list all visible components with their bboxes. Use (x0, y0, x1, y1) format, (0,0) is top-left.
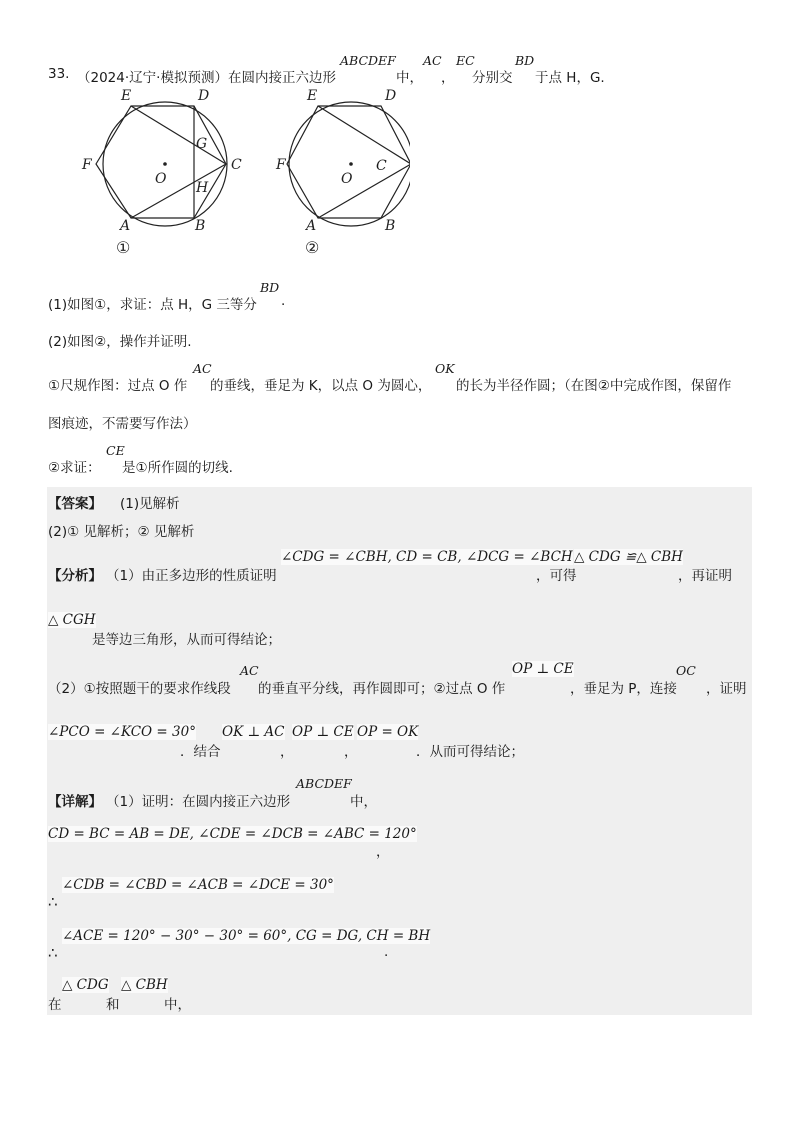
segment-ac: AC (423, 53, 442, 68)
detail-f: 和 (106, 997, 120, 1013)
analysis-m2: △ CDG ≌△ CBH (574, 549, 683, 565)
detail-d: . (384, 944, 389, 960)
part2-1-ok: OK (435, 361, 455, 376)
fig2-label-b: B (385, 218, 396, 234)
geometry-figures (40, 88, 410, 263)
analysis-f: 的垂直平分线，再作圆即可；②过点 O 作 (258, 681, 506, 697)
line-ac-1 (131, 164, 226, 218)
segment-ec: EC (456, 53, 475, 68)
question-number: 33. (48, 66, 70, 82)
analysis-c: ，再证明 (678, 568, 732, 584)
part2-text: (2)如图②，操作并证明. (48, 334, 192, 350)
fig2-label-d: D (385, 88, 397, 104)
analysis-g: ，垂足为 P，连接 (570, 681, 677, 697)
detail-a: （1）证明：在圆内接正六边形 (106, 794, 291, 810)
part2-2-a: ②求证： (48, 460, 101, 476)
part2-1-b: 的垂线，垂足为 K，以点 O 为圆心， (210, 378, 432, 394)
analysis-m9: OP ⊥ CE (292, 724, 354, 740)
part2-2-b: 是①所作圆的切线. (122, 460, 233, 476)
segment-bd: BD (515, 53, 535, 68)
part1-bd: BD (260, 280, 280, 295)
fig2-number: ② (305, 238, 320, 257)
question-source: （2024·辽宁·模拟预测）在圆内接正六边形 (77, 70, 336, 86)
fig1-label-c: C (231, 157, 242, 173)
detail-therefore-1: ∴ (48, 893, 58, 911)
detail-e: 在 (48, 997, 62, 1013)
detail-therefore-2: ∴ (48, 944, 58, 962)
detail-tag: 【详解】 (48, 794, 102, 810)
fig2-label-f: F (276, 157, 286, 173)
part2-1-ac: AC (193, 361, 212, 376)
fig1-label-d: D (198, 88, 210, 104)
fig1-number: ① (116, 238, 131, 257)
detail-c: ， (376, 844, 390, 860)
fig1-label-g: G (196, 136, 208, 152)
analysis-m5: OP ⊥ CE (512, 661, 574, 677)
detail-m5: △ CDG (62, 977, 109, 993)
part2-1-d: 图痕迹，不需要写作法） (48, 416, 197, 432)
detail-m6: △ CBH (121, 977, 168, 993)
analysis-b: ，可得 (536, 568, 577, 584)
detail-m2: CD = BC = AB = DE, ∠CDE = ∠DCB = ∠ABC = 120° (48, 826, 417, 842)
part2-1-c: 的长为半径作圆；（在图②中完成作图，保留作 (456, 378, 732, 394)
question-comma: ， (441, 70, 455, 86)
detail-m4: ∠ACE = 120° − 30° − 30° = 60°, CG = DG, CH = BH (62, 928, 431, 944)
center-dot-1 (163, 162, 167, 166)
hexagon-name: ABCDEF (340, 53, 396, 68)
part2-2-ce: CE (106, 443, 125, 458)
fig1-label-e: E (121, 88, 132, 104)
fig2-label-a: A (306, 218, 317, 234)
analysis-m3: △ CGH (48, 612, 96, 628)
analysis-m8: OK ⊥ AC (222, 724, 285, 740)
fig2-label-e: E (307, 88, 318, 104)
analysis-d: 是等边三角形，从而可得结论； (92, 632, 281, 648)
answer-line1: (1)见解析 (120, 496, 180, 512)
fig1-label-a: A (120, 218, 131, 234)
analysis-h: ，证明 (706, 681, 747, 697)
analysis-a: （1）由正多边形的性质证明 (106, 568, 277, 584)
analysis-tag: 【分析】 (48, 568, 102, 584)
line-ec-1 (131, 106, 226, 164)
detail-m3: ∠CDB = ∠CBD = ∠ACB = ∠DCE = 30° (62, 877, 334, 893)
fig2-label-o: O (341, 171, 353, 187)
detail-m1: ABCDEF (296, 776, 352, 791)
fig1-label-h: H (196, 180, 209, 196)
analysis-i: ．结合 (180, 744, 221, 760)
analysis-m4: AC (240, 663, 259, 678)
analysis-e: （2）①按照题干的要求作线段 (48, 681, 231, 697)
figure-1 (81, 88, 242, 257)
answer-line2: (2)① 见解析；② 见解析 (48, 524, 195, 540)
question-zhong: 中， (396, 70, 423, 86)
figure-2 (275, 88, 410, 257)
part1-text: (1)如图①，求证：点 H，G 三等分 (48, 297, 257, 313)
analysis-j: ， (280, 744, 294, 760)
detail-b: 中， (350, 794, 377, 810)
fig1-label-f: F (82, 157, 92, 173)
analysis-m1: ∠CDG = ∠CBH, CD = CB, ∠DCG = ∠BCH (281, 549, 573, 565)
center-dot-2 (349, 162, 353, 166)
question-end: 于点 H，G. (535, 70, 605, 86)
fig1-label-o: O (155, 171, 167, 187)
analysis-k: ， (344, 744, 358, 760)
detail-g: 中， (164, 997, 191, 1013)
fig1-label-b: B (195, 218, 206, 234)
part2-1-a: ①尺规作图：过点 O 作 (48, 378, 188, 394)
analysis-m7: ∠PCO = ∠KCO = 30° (48, 724, 196, 740)
analysis-l: ．从而可得结论； (416, 744, 524, 760)
question-fenbiejiao: 分别交 (472, 70, 513, 86)
fig2-label-c-outside: C (376, 158, 387, 174)
answer-tag: 【答案】 (48, 496, 102, 512)
part1-end: . (281, 293, 286, 309)
analysis-m10: OP = OK (357, 724, 419, 740)
analysis-m6: OC (676, 663, 696, 678)
